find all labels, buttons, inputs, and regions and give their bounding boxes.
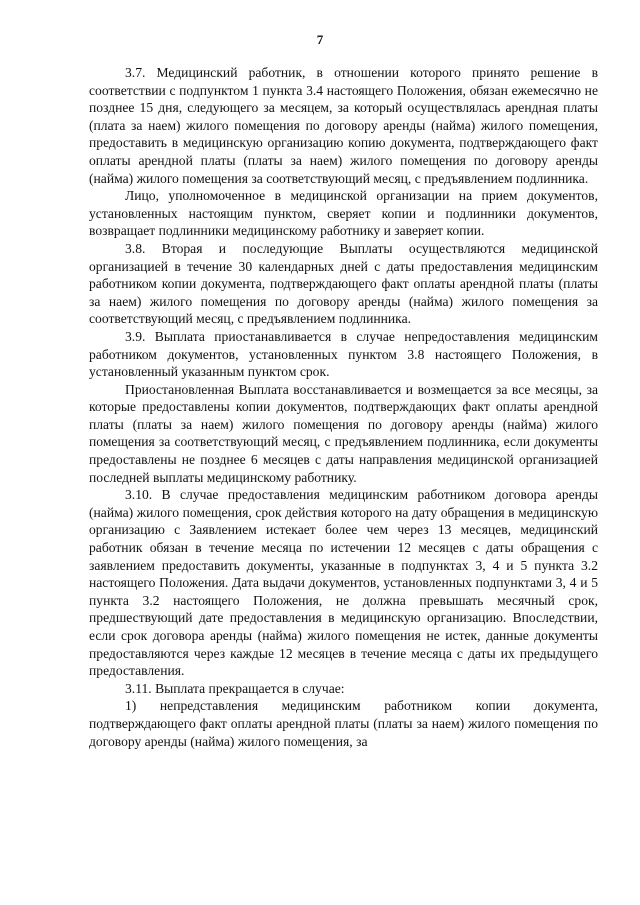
paragraph-3-11: 3.11. Выплата прекращается в случае: bbox=[125, 680, 345, 696]
paragraph-3-11-item-1: 1) непредставления медицинским работником копии документа, подтверждающего факт оплаты арендной платы (платы за наем) жилого помещения по договору аренды (найма) жилого помещения, за bbox=[89, 698, 598, 749]
paragraph-3-10: 3.10. В случае предоставления медицинским работником договора аренды (найма) жилого помещения, срок действия которого на дату обращения в медицинскую организацию с Заявлением истекает более чем через 13 месяцев, медицинский работник обязан в течение месяца по истечении 12 месяцев с даты обращения с заявлением предоставить документы, указанные в подпунктах 3, 4 и 5 пункта 3.2 настоящего Положения. Дата выдачи документов, установленных подпунктами 3, 4 и 5 пункта 3.2 настоящего Положения, не должна превышать месячный срок, предшествующий дате предоставления в медицинскую организацию. Впоследствии, если срок договора аренды (найма) жилого помещения не истек, данные документы предоставляются через каждые 12 месяцев в течение месяца с даты их предыдущего предоставления. bbox=[89, 487, 598, 679]
paragraph-3-7: 3.7. Медицинский работник, в отношении которого принято решение в соответствии с подпунктом 1 пункта 3.4 настоящего Положения, обязан ежемесячно не позднее 15 дня, следующего за месяцем, за который осуществлялась арендная платы (плата за наем) жилого помещения по договору аренды (найма) жилого помещения, предоставить в медицинскую организацию копию документа, подтверждающего факт оплаты арендной платы (платы за наем) жилого помещения по договору аренды (найма) жилого помещения за соответствующий месяц, с предъявлением подлинника. bbox=[89, 65, 598, 186]
document-body bbox=[89, 64, 598, 750]
page-number: 7 bbox=[316, 32, 324, 47]
paragraph-3-9-restoration: Приостановленная Выплата восстанавливается и возмещается за все месяцы, за которые предоставлены копии документов, подтверждающих факт оплаты арендной платы (платы за наем) жилого помещения по договору аренды (найма) жилого помещения за соответствующий месяц, с предъявлением подлинника, если документы предоставлены не позднее 6 месяцев с даты направления медицинской организацией последней выплаты медицинскому работнику. bbox=[89, 381, 598, 485]
paragraph-3-9: 3.9. Выплата приостанавливается в случае непредоставления медицинским работником документов, установленных пунктом 3.8 настоящего Положения, в установленный указанным пунктом срок. bbox=[89, 328, 598, 380]
paragraph-3-7-verification: Лицо, уполномоченное в медицинской организации на прием документов, установленных настоящим пунктом, сверяет копии и подлинники документов, возвращает подлинники медицинскому работнику и заверяет копии. bbox=[89, 188, 598, 239]
paragraph-3-8: 3.8. Вторая и последующие Выплаты осуществляются медицинской организацией в течение 30 календарных дней с даты предоставления медицинским работником копии документа, подтверждающего факт оплаты арендной платы (платы за наем) жилого помещения по договору аренды (найма) жилого помещения за соответствующий месяц, с предъявлением подлинника. bbox=[89, 240, 598, 327]
